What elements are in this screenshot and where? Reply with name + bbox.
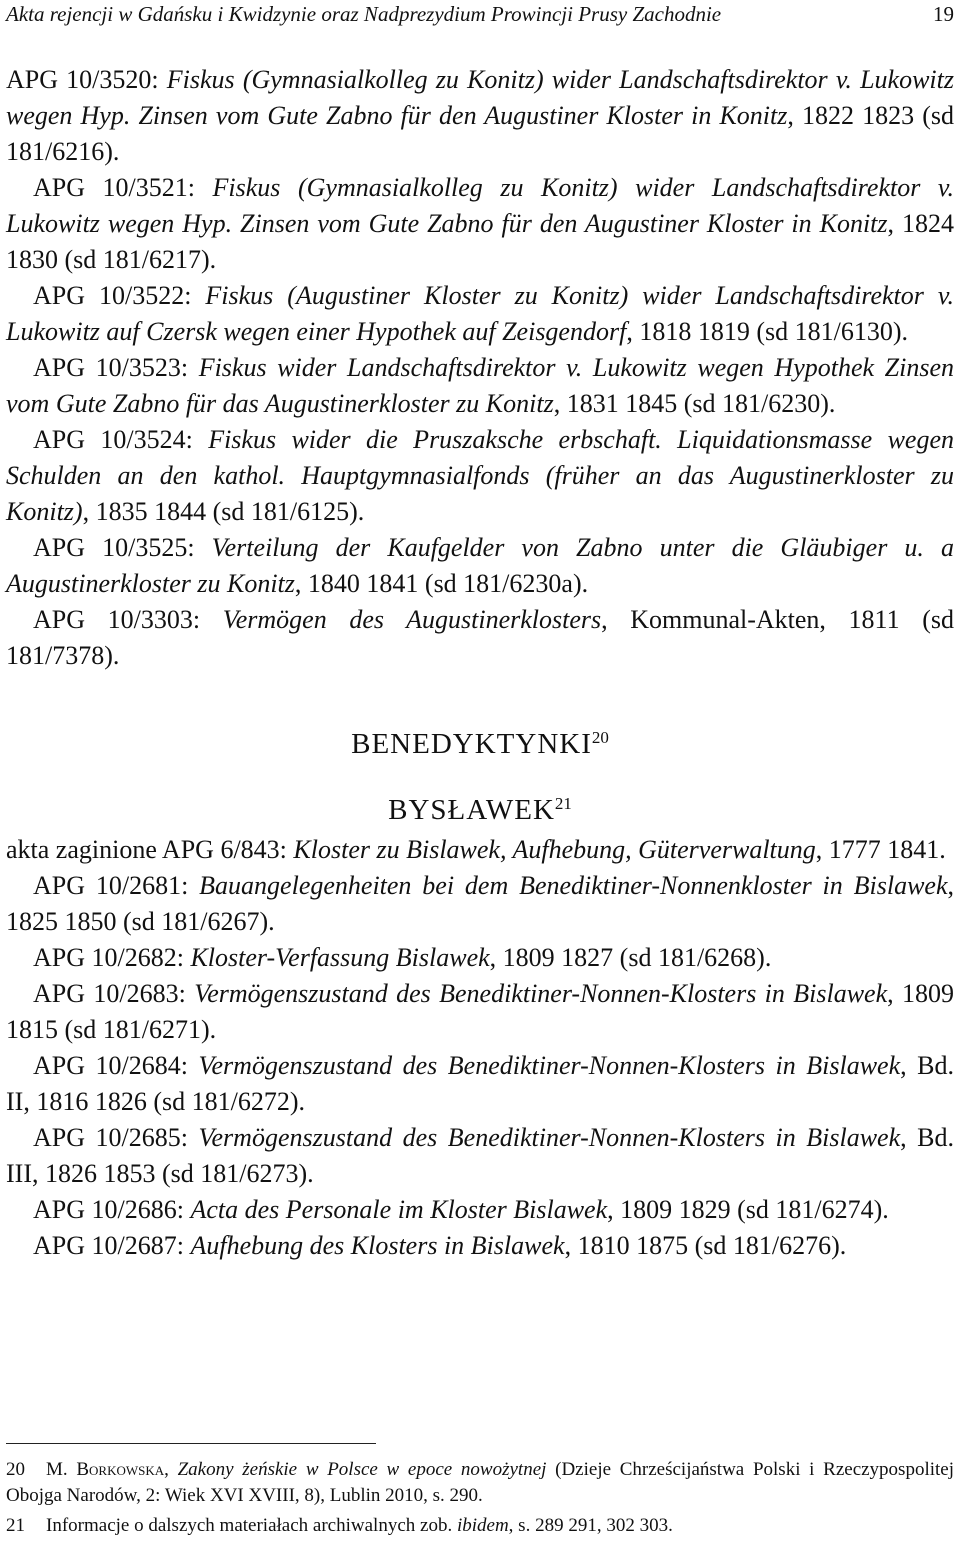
- entry-signature: APG 10/2681:: [33, 871, 200, 900]
- footnote-number: 21: [6, 1515, 25, 1536]
- entry-signature: akta zaginione APG 6/843:: [6, 835, 294, 864]
- footnote-text: Informacje o dalszych materiałach archiwalnych zob.: [46, 1515, 457, 1536]
- subsection-heading: [6, 792, 954, 828]
- entry-title: Fiskus wider Landschaftsdirektor v. Lukowitz wegen Hypothek Zinsen vom Gute Zabno für das Augustinerkloster zu Konitz: [6, 353, 954, 418]
- entry-details: , Bd. II, 1816 1826 (sd 181/6272).: [6, 1051, 954, 1116]
- entry-details: , 1840 1841 (sd 181/6230a).: [294, 569, 589, 598]
- archive-entry: [6, 868, 954, 940]
- footnote-20: [6, 1457, 954, 1509]
- entry-title: Acta des Personale im Kloster Bislawek: [190, 1195, 608, 1224]
- entry-title: Verteilung der Kaufgelder von Zabno unter die Gläubiger u. a Augustinerkloster zu Konitz: [6, 533, 954, 598]
- running-header: [0, 0, 960, 36]
- entry-title: Vermögenszustand des Benediktiner-Nonnen-Klosters in Bislawek: [198, 1051, 901, 1080]
- footnote-details: (Dzieje Chrześcijaństwa Polski i Rzeczypospolitej Obojga Narodów, 2: Wiek XVI XVIII, 8), Lublin 2010, s. 290.: [6, 1459, 954, 1506]
- entry-details: , 1831 1845 (sd 181/6230).: [553, 389, 836, 418]
- archive-entry: [6, 62, 954, 170]
- page-number: 19: [933, 2, 954, 26]
- entry-title: Fiskus wider die Pruszaksche erbschaft. Liquidationsmasse wegen Schulden an den kathol. Hauptgymnasialfonds (früher an das Augustinerkloster zu Konitz): [6, 425, 954, 526]
- entry-signature: APG 10/2685:: [33, 1123, 199, 1152]
- entry-signature: APG 10/2687:: [33, 1231, 191, 1260]
- entry-title: Fiskus (Gymnasialkolleg zu Konitz) wider Landschaftsdirektor v. Lukowitz wegen Hyp. Zinsen vom Gute Zabno für den Augustiner Kloster in Konitz: [6, 173, 954, 238]
- entry-details: , Bd. III, 1826 1853 (sd 181/6273).: [6, 1123, 954, 1188]
- entry-signature: APG 10/2684:: [33, 1051, 199, 1080]
- footnote-ref: 20: [591, 728, 609, 747]
- entry-details: , 1818 1819 (sd 181/6130).: [626, 317, 908, 346]
- entry-details: , 1809 1815 (sd 181/6271).: [6, 979, 955, 1044]
- entry-title: Kloster-Verfassung Bislawek: [190, 943, 490, 972]
- archive-entry: [6, 940, 954, 976]
- section-heading: [6, 726, 954, 762]
- page-body: [6, 62, 954, 1264]
- footnote-author-initial: M.: [46, 1459, 77, 1480]
- footnote-21: [6, 1513, 954, 1539]
- entry-details: , 1822 1823 (sd 181/6216).: [6, 101, 954, 166]
- entry-signature: APG 10/3521:: [33, 173, 213, 202]
- entry-details: , 1824 1830 (sd 181/6217).: [6, 209, 954, 274]
- footnote-number: 20: [6, 1459, 25, 1480]
- footnote-author: Borkowska: [76, 1459, 165, 1480]
- entry-signature: APG 10/3524:: [33, 425, 209, 454]
- footnote-ref: 21: [554, 794, 572, 813]
- entry-signature: APG 10/3525:: [33, 533, 212, 562]
- archive-entry: [6, 832, 954, 868]
- entry-signature: APG 10/3303:: [33, 605, 223, 634]
- footnote-details: , s. 289 291, 302 303.: [508, 1515, 673, 1536]
- entry-details: , Kommunal-Akten, 1811 (sd 181/7378).: [6, 605, 954, 670]
- entries-augustinians: [6, 62, 954, 674]
- entry-title: Bauangelegenheiten bei dem Benediktiner-Nonnenkloster in Bislawek: [199, 871, 948, 900]
- entry-details: , 1809 1827 (sd 181/6268).: [489, 943, 772, 972]
- entry-signature: APG 10/2686:: [33, 1195, 191, 1224]
- archive-entry: [6, 530, 954, 602]
- subsection-heading-text: BYSŁAWEK: [388, 794, 555, 826]
- footnote-separator: [6, 1443, 376, 1444]
- entry-title: Vermögen des Augustinerklosters: [222, 605, 602, 634]
- entry-details: , 1809 1829 (sd 181/6274).: [607, 1195, 889, 1224]
- running-title: Akta rejencji w Gdańsku i Kwidzynie oraz Nadprezydium Prowincji Prusy Zachodnie: [6, 2, 722, 26]
- archive-entry: [6, 422, 954, 530]
- entry-details: , 1835 1844 (sd 181/6125).: [82, 497, 365, 526]
- archive-entry: [6, 1048, 954, 1120]
- entry-signature: APG 10/3520:: [6, 65, 167, 94]
- footnote-separator-text: ,: [164, 1459, 178, 1480]
- archive-entry: [6, 350, 954, 422]
- archive-entry: [6, 1192, 954, 1228]
- footnote-ibidem: ibidem: [456, 1515, 509, 1536]
- entry-title: Vermögenszustand des Benediktiner-Nonnen-Klosters in Bislawek: [198, 1123, 901, 1152]
- entry-signature: APG 10/3523:: [33, 353, 199, 382]
- entry-signature: APG 10/3522:: [33, 281, 206, 310]
- entry-signature: APG 10/2682:: [33, 943, 191, 972]
- entry-title: Aufhebung des Klosters in Bislawek: [190, 1231, 565, 1260]
- section-heading-text: BENEDYKTYNKI: [351, 728, 592, 760]
- entry-title: Kloster zu Bislawek, Aufhebung, Güterverwaltung: [293, 835, 816, 864]
- entry-details: , 1825 1850 (sd 181/6267).: [6, 871, 954, 936]
- archive-entry: [6, 170, 954, 278]
- entry-title: Fiskus (Gymnasialkolleg zu Konitz) wider Landschaftsdirektor v. Lukowitz wegen Hyp. Zinsen vom Gute Zabno für den Augustiner Kloster in Konitz: [6, 65, 954, 130]
- entry-signature: APG 10/2683:: [33, 979, 195, 1008]
- entries-benedictines: [6, 832, 954, 1264]
- archive-entry: [6, 976, 954, 1048]
- footnote-title: Zakony żeńskie w Polsce w epoce nowożytnej: [177, 1459, 547, 1480]
- archive-entry: [6, 1228, 954, 1264]
- entry-details: , 1810 1875 (sd 181/6276).: [564, 1231, 847, 1260]
- entry-title: Fiskus (Augustiner Kloster zu Konitz) wider Landschaftsdirektor v. Lukowitz auf Czersk wegen einer Hypothek auf Zeisgendorf: [6, 281, 954, 346]
- entry-title: Vermögenszustand des Benediktiner-Nonnen-Klosters in Bislawek: [194, 979, 888, 1008]
- entry-details: , 1777 1841.: [815, 835, 946, 864]
- archive-entry: [6, 278, 954, 350]
- archive-entry: [6, 1120, 954, 1192]
- archive-entry: [6, 602, 954, 674]
- footnotes: [6, 1457, 954, 1543]
